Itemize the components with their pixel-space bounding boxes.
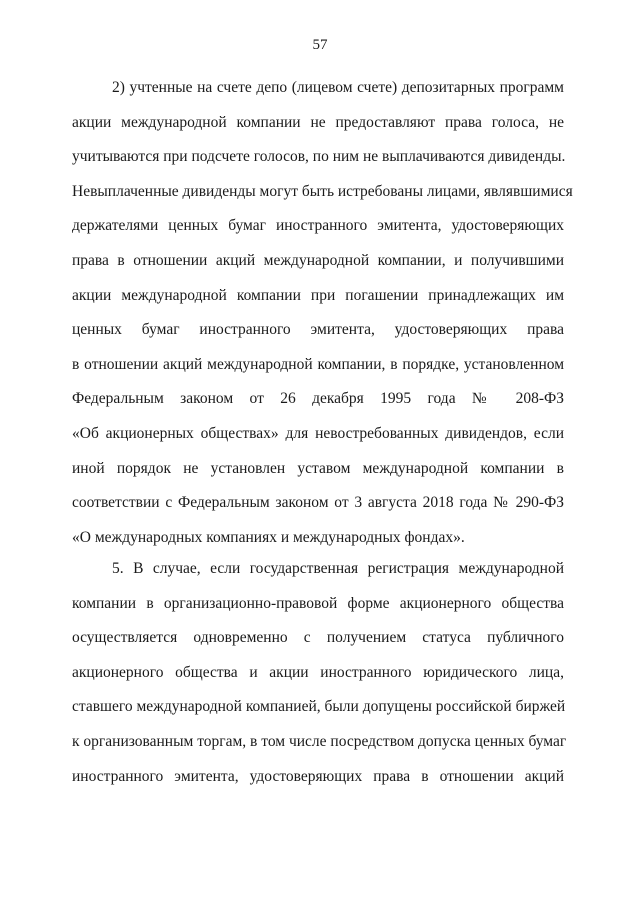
text-line: в отношении акций международной компании, в порядке, установленном (72, 355, 564, 373)
text-line: учитываются при подсчете голосов, по ним не выплачиваются дивиденды. (72, 148, 566, 166)
text-line: 2) учтенные на счете депо (лицевом счете) депозитарных программ (112, 79, 564, 96)
text-line: иностранного эмитента, удостоверяющих права в отношении акций (72, 767, 564, 785)
text-line: Невыплаченные дивиденды могут быть истребованы лицами, являвшимися (72, 182, 573, 200)
text-line: держателями ценных бумаг иностранного эмитента, удостоверяющих (72, 217, 564, 235)
paragraph-clause-2 (72, 71, 573, 555)
text-line: Федеральным законом от 26 декабря 1995 года № 208-ФЗ (72, 390, 564, 408)
text-line: осуществляется одновременно с получением статуса публичного (72, 629, 564, 647)
text-line: «Об акционерных обществах» для невостребованных дивидендов, если (72, 424, 564, 442)
text-line: права в отношении акций международной компании, и получившими (72, 251, 564, 269)
text-line: соответствии с Федеральным законом от 3 августа 2018 года № 290-ФЗ (72, 494, 564, 512)
text-line: «О международных компаниях и международных фондах». (72, 528, 465, 546)
text-line: 5. В случае, если государственная регистрация международной (112, 560, 564, 577)
page-number: 57 (312, 37, 328, 53)
text-line: акционерного общества и акции иностранного юридического лица, (72, 663, 564, 681)
text-line: ценных бумаг иностранного эмитента, удостоверяющих права (72, 321, 564, 339)
text-line: иной порядок не установлен уставом международной компании в (72, 459, 564, 477)
text-line: ставшего международной компанией, были допущены российской биржей (72, 698, 566, 716)
text-line: к организованным торгам, в том числе посредством допуска ценных бумаг (72, 732, 567, 750)
text-line: акции международной компании не предоставляют права голоса, не (72, 113, 564, 131)
paragraph-section-5 (72, 552, 567, 794)
text-line: акции международной компании при погашении принадлежащих им (72, 286, 564, 304)
text-line: компании в организационно-правовой форме акционерного общества (72, 594, 564, 612)
